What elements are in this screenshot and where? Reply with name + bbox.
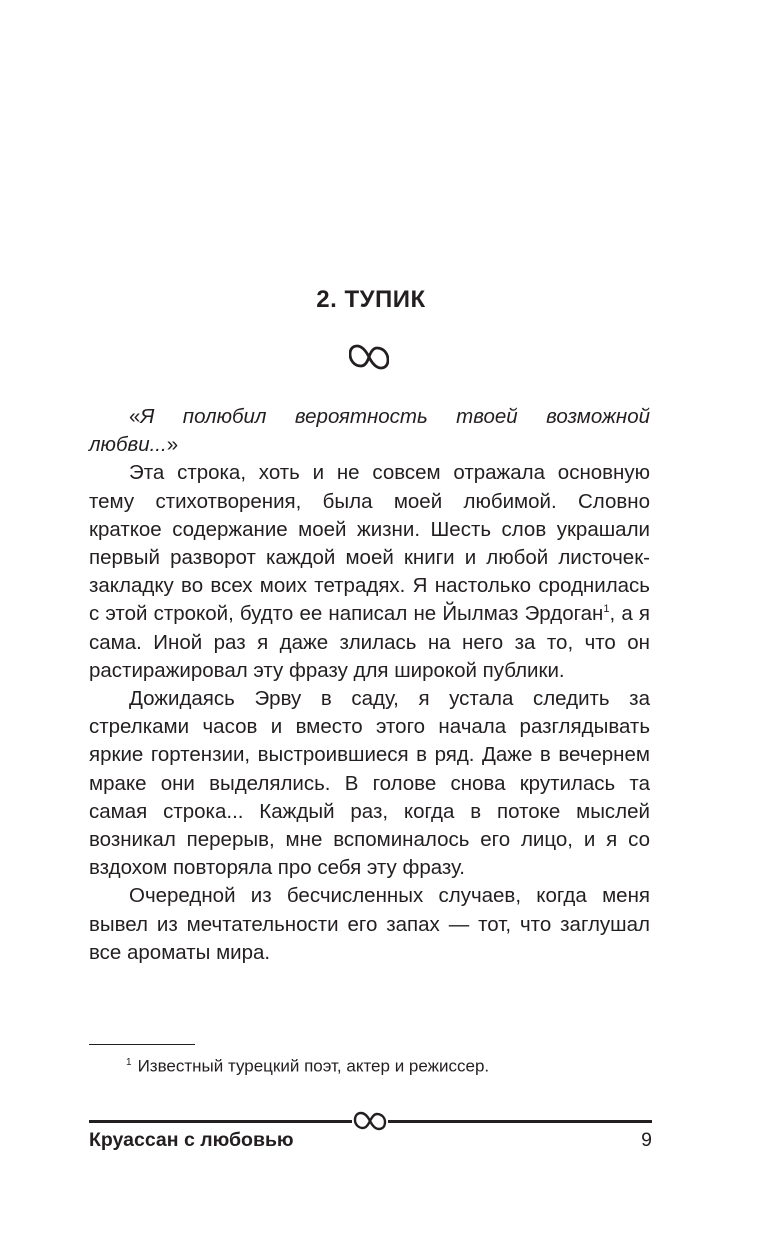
quote-open-mark: «	[129, 405, 141, 428]
footnote	[126, 1051, 489, 1079]
knot-ornament-icon	[352, 1110, 388, 1132]
paragraph-text: Эта строка, хоть и не совсем отражала основную тему стихотворения, была моей любимой. Словно краткое содержание моей жизни. Шесть слов украшали первый разворот каждой моей книги и любой листочек-закладку во всех моих тетрадях. Я настолько сроднилась с этой строкой, будто ее написал не Йылмаз Эрдоган	[89, 461, 650, 626]
running-title: Круассан с любовью	[89, 1129, 294, 1151]
epigraph-quote: Я полюбил вероятность твоей возможной любви...	[89, 405, 650, 457]
quote-close-mark: »	[166, 433, 179, 457]
footnote-number: 1	[126, 1057, 132, 1068]
knot-ornament-icon	[349, 343, 389, 371]
paragraph-line-favorite	[89, 459, 650, 685]
paragraph-scent: Очередной из бесчисленных случаев, когда меня вывел из мечтательности его запах — тот, что заглушал все ароматы мира.	[89, 884, 650, 964]
chapter-title: 2. ТУПИК	[316, 286, 426, 313]
footnote-divider	[89, 1044, 195, 1045]
paragraph-garden: Дожидаясь Эрву в саду, я устала следить за стрелками часов и вместо этого начала разглядывать яркие гортензии, выстроившиеся в ряд. Даже в вечернем мраке они выделялись. В голове снова крутилась та самая строка... Каждый раз, когда в потоке мыслей возникал перерыв, мне вспоминалось его лицо, и я со вздохом повторяла про себя эту фразу.	[89, 687, 650, 880]
epigraph-paragraph	[89, 403, 650, 459]
footnote-text: Известный турецкий поэт, актер и режиссер.	[137, 1056, 490, 1076]
body-text	[89, 403, 650, 967]
page-number: 9	[641, 1129, 652, 1151]
paragraph-text-continued: , а я сама. Иной раз я даже злилась на него за то, что он растиражировал эту фразу для широкой публики.	[89, 602, 650, 682]
footnote-reference[interactable]: 1	[603, 603, 610, 616]
